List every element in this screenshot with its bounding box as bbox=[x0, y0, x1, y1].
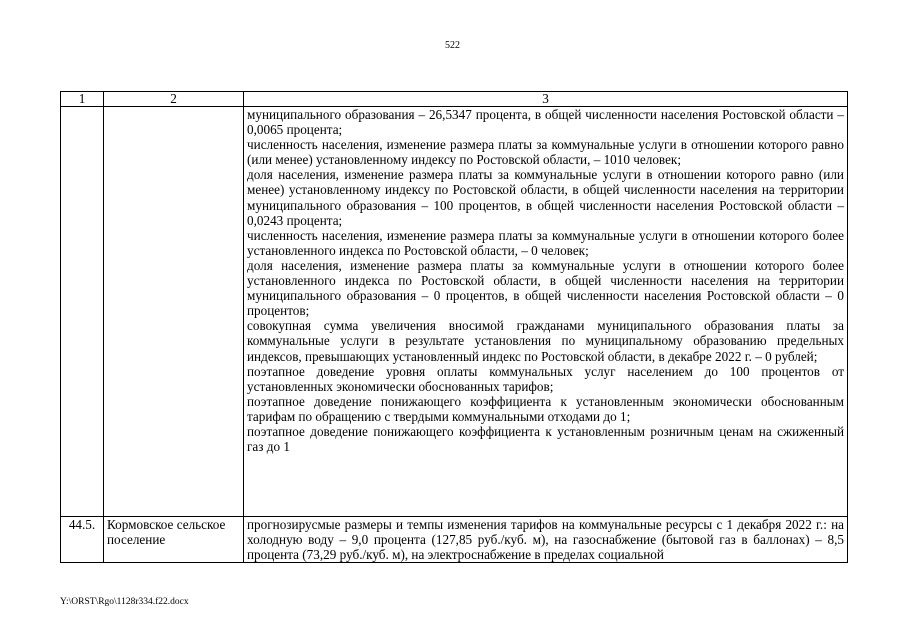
paragraph: доля населения, изменение размера платы за коммунальные услуги в отношении которого более установленного индекса по Ростовской области, в общей численности населения на территории муниципального образования – 0 процентов, в общей численности населения Ростовской области – 0 процентов; bbox=[247, 257, 844, 319]
description-cell bbox=[244, 517, 848, 563]
file-path-footer: Y:\ORST\Rgo\1128r334.f22.docx bbox=[60, 597, 189, 607]
municipality-name-cell: Кормовское сельское поселение bbox=[104, 517, 244, 563]
municipality-name-cell bbox=[104, 107, 244, 517]
row-number-cell: 44.5. bbox=[61, 517, 104, 563]
table-header-col-2: 2 bbox=[104, 92, 244, 107]
paragraph: поэтапное доведение уровня оплаты коммунальных услуг населением до 100 процентов от установленных экономически обоснованных тарифов; bbox=[247, 363, 844, 394]
paragraph: прогнозирусмые размеры и темпы изменения тарифов на коммунальные ресурсы с 1 декабря 2022 г.: на холодную воду – 9,0 процента (127,85 руб./куб. м), на газоснабжение (бытовой газ в баллонах) – 8,5 процента (73,29 руб./куб. м), на электроснабжение в пределах социальной bbox=[247, 517, 844, 563]
table-header-row bbox=[61, 92, 848, 107]
paragraph: поэтапное доведение понижающего коэффициента к установленным розничным ценам на сжиженный газ до 1 bbox=[247, 423, 844, 455]
paragraph: численность населения, изменение размера платы за коммунальные услуги в отношении которого равно (или менее) установленному индексу по Ростовской области, – 1010 человек; bbox=[247, 137, 844, 168]
document-table bbox=[60, 91, 848, 563]
table-row bbox=[61, 517, 848, 563]
paragraph: численность населения, изменение размера платы за коммунальные услуги в отношении которого более установленного индекса по Ростовской области, – 0 человек; bbox=[247, 227, 844, 258]
description-cell bbox=[244, 107, 848, 517]
paragraph: совокупная сумма увеличения вносимой гражданами муниципального образования платы за коммунальные услуги в результате установления по муниципальному образованию предельных индексов, превышающих установленный индекс по Ростовской области, в декабре 2022 г. – 0 рублей; bbox=[247, 318, 844, 364]
table-header-col-3: 3 bbox=[244, 92, 848, 107]
paragraph: муниципального образования – 26,5347 процента, в общей численности населения Ростовской области – 0,0065 процента; bbox=[247, 107, 844, 138]
paragraph: поэтапное доведение понижающего коэффициента к установленным экономически обоснованным тарифам по обращению с твердыми коммунальными отходами до 1; bbox=[247, 393, 844, 424]
row-number-cell bbox=[61, 107, 104, 517]
table-row bbox=[61, 107, 848, 517]
page-number: 522 bbox=[445, 40, 460, 51]
table-header-col-1: 1 bbox=[61, 92, 104, 107]
paragraph: доля населения, изменение размера платы за коммунальные услуги в отношении которого равно (или менее) установленному индексу по Ростовской области, в общей численности населения на территории муниципального образования – 100 процентов, в общей численности населения Ростовской области – 0,0243 процента; bbox=[247, 167, 844, 228]
